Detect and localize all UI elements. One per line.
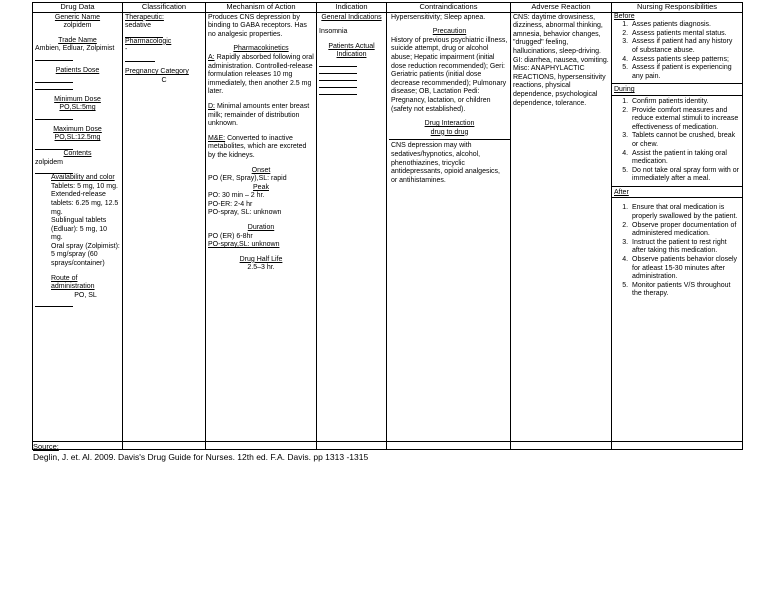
drug-interaction-text: CNS depression may with sedatives/hypnotics, alcohol, phenothiazines, tricyclic antidepressants, opioid analgesics, or antihistamines. [391, 142, 500, 184]
half-life-label: Drug Half Life [239, 255, 283, 263]
blank-line [319, 60, 357, 67]
before-label: Before [614, 12, 635, 20]
generic-name-label: Generic Name [54, 13, 101, 21]
route-label: Route of administration [51, 274, 95, 291]
absorption-label: A: [208, 53, 215, 61]
pharmacokinetics-label: Pharmacokinetics [233, 45, 289, 53]
onset-label: Onset [251, 166, 271, 174]
drug-study-table [32, 2, 743, 450]
availability-block [35, 174, 120, 300]
drug-to-drug-label: drug to drug [430, 128, 469, 136]
header-adverse-reaction: Adverse Reaction [511, 3, 612, 13]
therapeutic-value: sedative [125, 22, 152, 30]
list-item: 1. Asses patients diagnosis. [630, 21, 740, 30]
blank-line [319, 74, 357, 81]
divider [612, 83, 742, 84]
peak-line-3: PO-spray, SL: unknown [208, 209, 282, 217]
metabolism-text: Converted to inactive metabolites, which are excreted by the kidneys. [208, 134, 307, 159]
therapeutic-label: Therapeutic: [125, 13, 164, 21]
list-item: 1. Confirm patients identity. [630, 98, 740, 107]
distribution-text: Minimal amounts enter breast milk; remainder of distribution unknown. [208, 102, 310, 128]
adverse-misc: Misc: ANAPHYLACTIC REACTIONS, hypersensitivity reactions, physical dependence, psychological dependence, tolerance. [513, 65, 606, 107]
list-item: 2. Assess patients mental status. [630, 30, 740, 39]
blank-line [35, 54, 73, 61]
general-indications-value: Insomnia [319, 28, 348, 36]
source-label: Source: [33, 442, 59, 451]
duration-line-1: PO (ER) 6-8hr [208, 232, 253, 240]
header-mechanism: Mechanism of Action [206, 3, 317, 13]
list-item: 3. Instruct the patient to rest right after taking this medication. [630, 239, 740, 256]
mechanism-intro: Produces CNS depression by binding to GABA receptors. Has no analgesic properties. [208, 13, 307, 38]
list-item: 3. Assess if patient had any history of substance abuse. [630, 38, 740, 55]
availability-label: Availability and color [51, 174, 115, 182]
before-list [614, 21, 740, 81]
list-item: 5. Monitor patients V/S throughout the therapy. [630, 282, 740, 299]
min-dose-label: Minimum Dose [54, 95, 101, 103]
blank-line [125, 55, 155, 62]
availability-spray: Oral spray (Zolpimist): 5 mg/spray (60 sprays/container) [51, 242, 120, 268]
after-list [614, 204, 740, 299]
precaution-label: Precaution [432, 28, 467, 36]
list-item: 4. Assist the patient in taking oral medication. [630, 150, 740, 167]
availability-er: Extended-release tablets: 6.25 mg, 12.5 mg. [51, 191, 119, 216]
max-dose-value: PO,SL:12.5mg [54, 134, 101, 142]
header-indication: Indication [317, 3, 387, 13]
pregnancy-label: Pregnancy Category [125, 67, 189, 75]
drug-interaction-label: Drug Interaction [424, 120, 475, 128]
adverse-cns: CNS: daytime drowsiness, dizziness, abnormal thinking, amnesia, behavior changes, "drugged" feeling, hallucinations, sleep-driving. [513, 13, 603, 55]
nursing-cell [612, 12, 743, 449]
divider [389, 139, 510, 140]
blank-line [35, 143, 73, 150]
blank-line [319, 67, 357, 74]
actual-indication-label: Patients Actual Indication [328, 42, 375, 59]
pharmacologic-value: - [125, 46, 128, 54]
list-item: 2. Provide comfort measures and reduce external stimuli to increase effectiveness of medication. [630, 107, 740, 133]
classification-cell [123, 12, 206, 449]
blank-line [35, 167, 73, 174]
max-dose-label: Maximum Dose [53, 125, 102, 133]
blank-line [319, 81, 357, 88]
trade-name-label: Trade Name [58, 36, 97, 44]
blank-line [35, 83, 73, 90]
list-item: 5. Do not take oral spray form with or immediately after a meal. [630, 167, 740, 184]
after-label: After [612, 189, 742, 199]
onset-value: PO (ER, Spray),SL: rapid [208, 175, 287, 183]
peak-line-2: PO-ER: 2-4 hr [208, 200, 253, 208]
absorption-text: Rapidly absorbed following oral administration. Controlled-release formulation releases 10 mg immediately, then another 2.5 mg later. [208, 53, 314, 96]
route-value: PO, SL [74, 291, 97, 299]
mechanism-cell [206, 12, 317, 449]
header-nursing: Nursing Responsibilities [612, 3, 743, 13]
peak-label: Peak [253, 183, 269, 191]
trade-name-value: Ambien, Edluar, Zolpimist [35, 45, 115, 53]
patients-dose-label: Patients Dose [55, 66, 100, 74]
metabolism-label: M&E: [208, 134, 226, 142]
contraindications-cell [387, 12, 511, 449]
header-drug-data: Drug Data [33, 3, 123, 13]
generic-name-value: zolpidem [63, 22, 92, 30]
content-row [33, 12, 743, 449]
contents-label: Contents [63, 149, 92, 157]
contraindications-intro: Hypersensitivity; Sleep apnea. [391, 13, 486, 21]
min-dose-value: PO,SL:5mg [59, 104, 96, 112]
pharmacologic-label: Pharmacologic [125, 37, 172, 45]
list-item: 4. Assess patients sleep patterns; [630, 56, 740, 65]
availability-sublingual: Sublingual tablets (Edluar): 5 mg, 10 mg. [51, 217, 108, 242]
blank-line [35, 113, 73, 120]
blank-line [125, 31, 163, 38]
header-contraindications: Contraindications [387, 3, 511, 13]
contents-value: zolpidem [35, 158, 64, 166]
half-life-value: 2.5–3 hr. [247, 264, 275, 272]
adverse-gi: GI: diarrhea, nausea, vomiting. [513, 56, 609, 64]
blank-line [319, 88, 357, 95]
during-label: During [612, 86, 742, 96]
indication-cell [317, 12, 387, 449]
adverse-reaction-cell [511, 12, 612, 449]
citation: Deglin, J. et. Al. 2009. Davis's Drug Guide for Nurses. 12th ed. F.A. Davis. pp 1313 -1315 [33, 452, 369, 462]
distribution-label: D: [208, 102, 215, 110]
precaution-text: History of previous psychiatric illness, suicide attempt, drug or alcohol abuse; Hepatic impairment (initial dose reduction recommended); Geri: Geriatric patients (initial dose decrease recommended); Pulmonary disease; OB, Lactation Pedi: Pregnancy, lactation, or children (safety not established). [391, 36, 508, 113]
divider [612, 186, 742, 187]
availability-tablets: Tablets: 5 mg, 10 mg. [51, 182, 118, 190]
header-row [33, 3, 743, 13]
list-item: 1. Ensure that oral medication is properly swallowed by the patient. [630, 204, 740, 221]
list-item: 4. Observe patients behavior closely for atleast 15-30 minutes after administration. [630, 256, 740, 282]
general-indications-label: General Indications [321, 13, 382, 21]
list-item: 5. Assess if patient is experiencing any pain. [630, 64, 740, 81]
duration-line-2: PO-spray,SL: unknown [208, 241, 280, 249]
blank-line [35, 300, 73, 307]
header-classification: Classification [123, 3, 206, 13]
during-list [614, 98, 740, 184]
blank-line [35, 76, 73, 83]
duration-label: Duration [247, 224, 275, 232]
list-item: 3. Tablets cannot be crushed, break or chew. [630, 132, 740, 149]
source-row [33, 441, 743, 451]
pregnancy-value: C [161, 76, 167, 84]
drug-data-cell [33, 12, 123, 449]
peak-line-1: PO: 30 min – 2 hr. [208, 192, 265, 200]
list-item: 2. Observe proper documentation of administered medication. [630, 222, 740, 239]
